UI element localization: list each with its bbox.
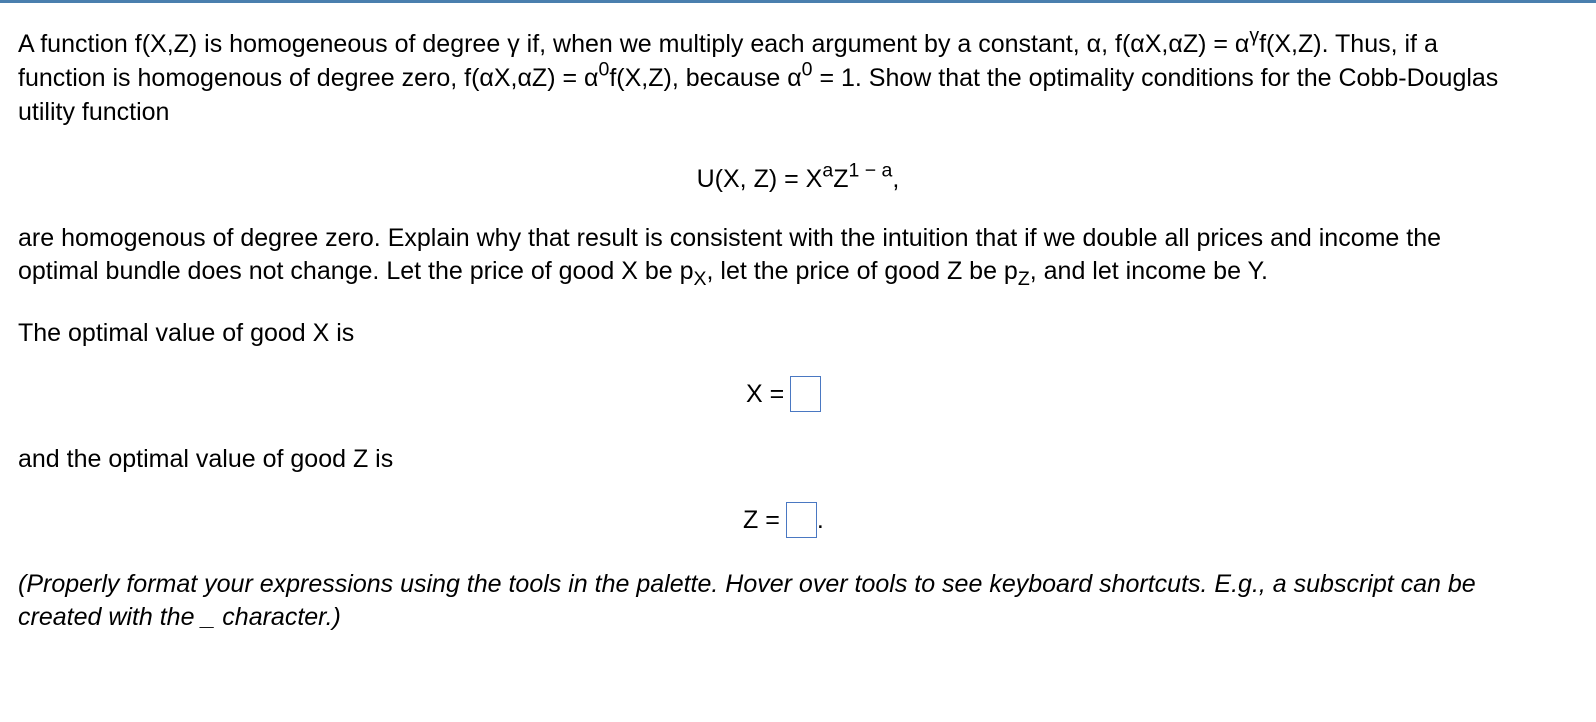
question-intro: A function f(X,Z) is homogeneous of degree γ if, when we multiply each argument by a constant, α, $f(\alpha X,\alpha Z) = \alpha^\gamma f(X,Z)$. Thus, if a function is homogenous of degree zero, $f(\alpha X,\alpha Z) = \alpha^0f(X,Z)$, because $\alpha^0 = 1$. Show that the optimality conditions for the Cobb-Douglas utility function — [18, 24, 1499, 126]
x-answer-row — [746, 376, 821, 412]
format-instructions: (Properly format your expressions using the tools in the palette. Hover over tools to see keyboard shortcuts. E.g., a subscript can be created with the _ character.) — [18, 570, 1476, 631]
z-answer-row — [743, 502, 824, 538]
top-border — [0, 0, 1596, 3]
x-prompt: The optimal value of good X is — [18, 319, 355, 347]
z-prompt: and the optimal value of good Z is — [18, 445, 394, 473]
z-answer-period: . — [816, 506, 824, 534]
z-answer-label: Z = — [743, 506, 780, 534]
question-body: are homogenous of degree zero. Explain why that result is consistent with the intuition that if we double all prices and income the optimal bundle does not change. Let the price of good X be $p_X$, let the price of good Z be $p_Z$, and let income be Y. — [18, 224, 1442, 290]
z-answer-input[interactable] — [786, 502, 817, 538]
x-answer-input[interactable] — [790, 376, 821, 412]
x-answer-label: X = — [746, 380, 785, 408]
utility-function-equation: U(X, $Z) = X^aZ^{1 - a}$, — [696, 159, 900, 193]
